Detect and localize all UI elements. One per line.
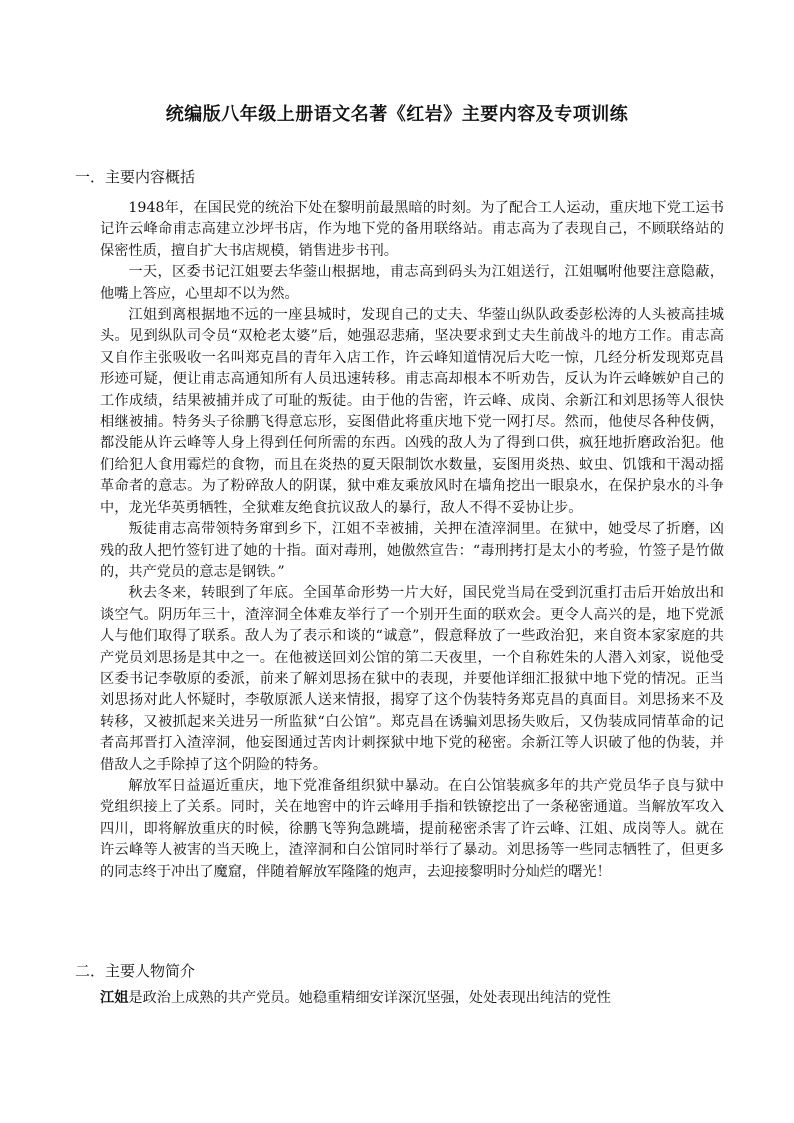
character-description: 是政治上成熟的共产党员。她稳重精细安详深沉坚强，处处表现出纯洁的党性 xyxy=(128,990,611,1006)
document-title: 统编版八年级上册语文名著《红岩》主要内容及专项训练 xyxy=(165,104,629,125)
paragraph xyxy=(100,988,724,1009)
paragraph: 1948年，在国民党的统治下处在黎明前最黑暗的时刻。为了配合工人运动，重庆地下党工运书记许云峰命甫志高建立沙坪书店，作为地下党的备用联络站。甫志高为了表现自己，不顾联络站的保密性质，擅自扩大书店规模，销售进步书刊。 xyxy=(100,200,724,259)
character-name: 江姐 xyxy=(100,990,129,1006)
paragraph: 解放军日益逼近重庆，地下党准备组织狱中暴动。在白公馆装疯多年的共产党员华子良与狱中党组织接上了关系。同时，关在地窖中的许云峰用手指和铁镣挖出了一条秘密通道。当解放军攻入四川，即将解放重庆的时候，徐鹏飞等狗急跳墙，提前秘密杀害了许云峰、江姐、成岗等人。就在许云峰等人被害的当天晚上，渣滓洞和白公馆同时举行了暴动。刘思扬等一些同志牺牲了，但更多的同志终于冲出了魔窟，伴随着解放军隆隆的炮声，去迎接黎明时分灿烂的曙光！ xyxy=(100,777,724,880)
characters-body xyxy=(100,988,724,1009)
section-heading-characters: 二．主要人物简介 xyxy=(75,962,196,980)
paragraph: 江姐到离根据地不远的一座县城时，发现自己的丈夫、华蓥山纵队政委彭松涛的人头被高挂城头。见到纵队司令员“双枪老太婆”后，她强忍悲痛，坚决要求到丈夫生前战斗的地方工作。甫志高又自作主张吸收一名叫郑克昌的青年入店工作，许云峰知道情况后大吃一惊，几经分析发现郑克昌形迹可疑，便让甫志高通知所有人员迅速转移。甫志高却根本不听劝告，反认为许云峰嫉妒自己的工作成绩，结果被捕并成了可耻的叛徒。由于他的告密，许云峰、成岗、余新江和刘思扬等人很快相继被捕。特务头子徐鹏飞得意忘形，妄图借此将重庆地下党一网打尽。然而，他使尽各种伎俩，都没能从许云峰等人身上得到任何所需的东西。凶残的敌人为了得到口供，疯狂地折磨政治犯。他们给犯人食用霉烂的食物，而且在炎热的夏天限制饮水数量，妄图用炎热、蚊虫、饥饿和干渴动摇革命者的意志。为了粉碎敌人的阴谋，狱中难友乘放风时在墙角挖出一眼泉水，在保护泉水的斗争中，龙光华英勇牺牲，全狱难友绝食抗议敌人的暴行，敌人不得不妥协让步。 xyxy=(100,307,724,516)
paragraph: 一天，区委书记江姐要去华蓥山根据地，甫志高到码头为江姐送行，江姐嘱咐他要注意隐蔽，他嘴上答应，心里却不以为然。 xyxy=(100,264,724,302)
summary-body xyxy=(100,198,724,948)
paragraph: 秋去冬来，转眼到了年底。全国革命形势一片大好，国民党当局在受到沉重打击后开始放出和谈空气。阴历年三十，渣滓洞全体难友举行了一个别开生面的联欢会。更令人高兴的是，地下党派人与他们取得了联系。敌人为了表示和谈的“诚意”，假意释放了一些政治犯，来自资本家家庭的共产党员刘思扬是其中之一。在他被送回刘公馆的第二天夜里，一个自称姓朱的人潜入刘家，说他受区委书记李敬原的委派，前来了解刘思扬在狱中的表现，并要他详细汇报狱中地下党的情况。正当刘思扬对此人怀疑时，李敬原派人送来情报，揭穿了这个伪装特务郑克昌的真面目。刘思扬来不及转移，又被抓起来关进另一所监狱“白公馆”。郑克昌在诱骗刘思扬失败后，又伪装成同情革命的记者高邦晋打入渣滓洞，他妄图通过苦肉计刺探狱中地下党的秘密。余新江等人识破了他的伪装，并借敌人之手除掉了这个阴险的特务。 xyxy=(100,585,724,773)
paragraph: 叛徒甫志高带领特务窜到乡下，江姐不幸被捕，关押在渣滓洞里。在狱中，她受尽了折磨，凶残的敌人把竹签钉进了她的十指。面对毒刑，她傲然宣告：“毒刑拷打是太小的考验，竹签子是竹做的，共产党员的意志是钢铁。” xyxy=(100,521,724,580)
section-heading-summary: 一．主要内容概括 xyxy=(75,168,196,186)
